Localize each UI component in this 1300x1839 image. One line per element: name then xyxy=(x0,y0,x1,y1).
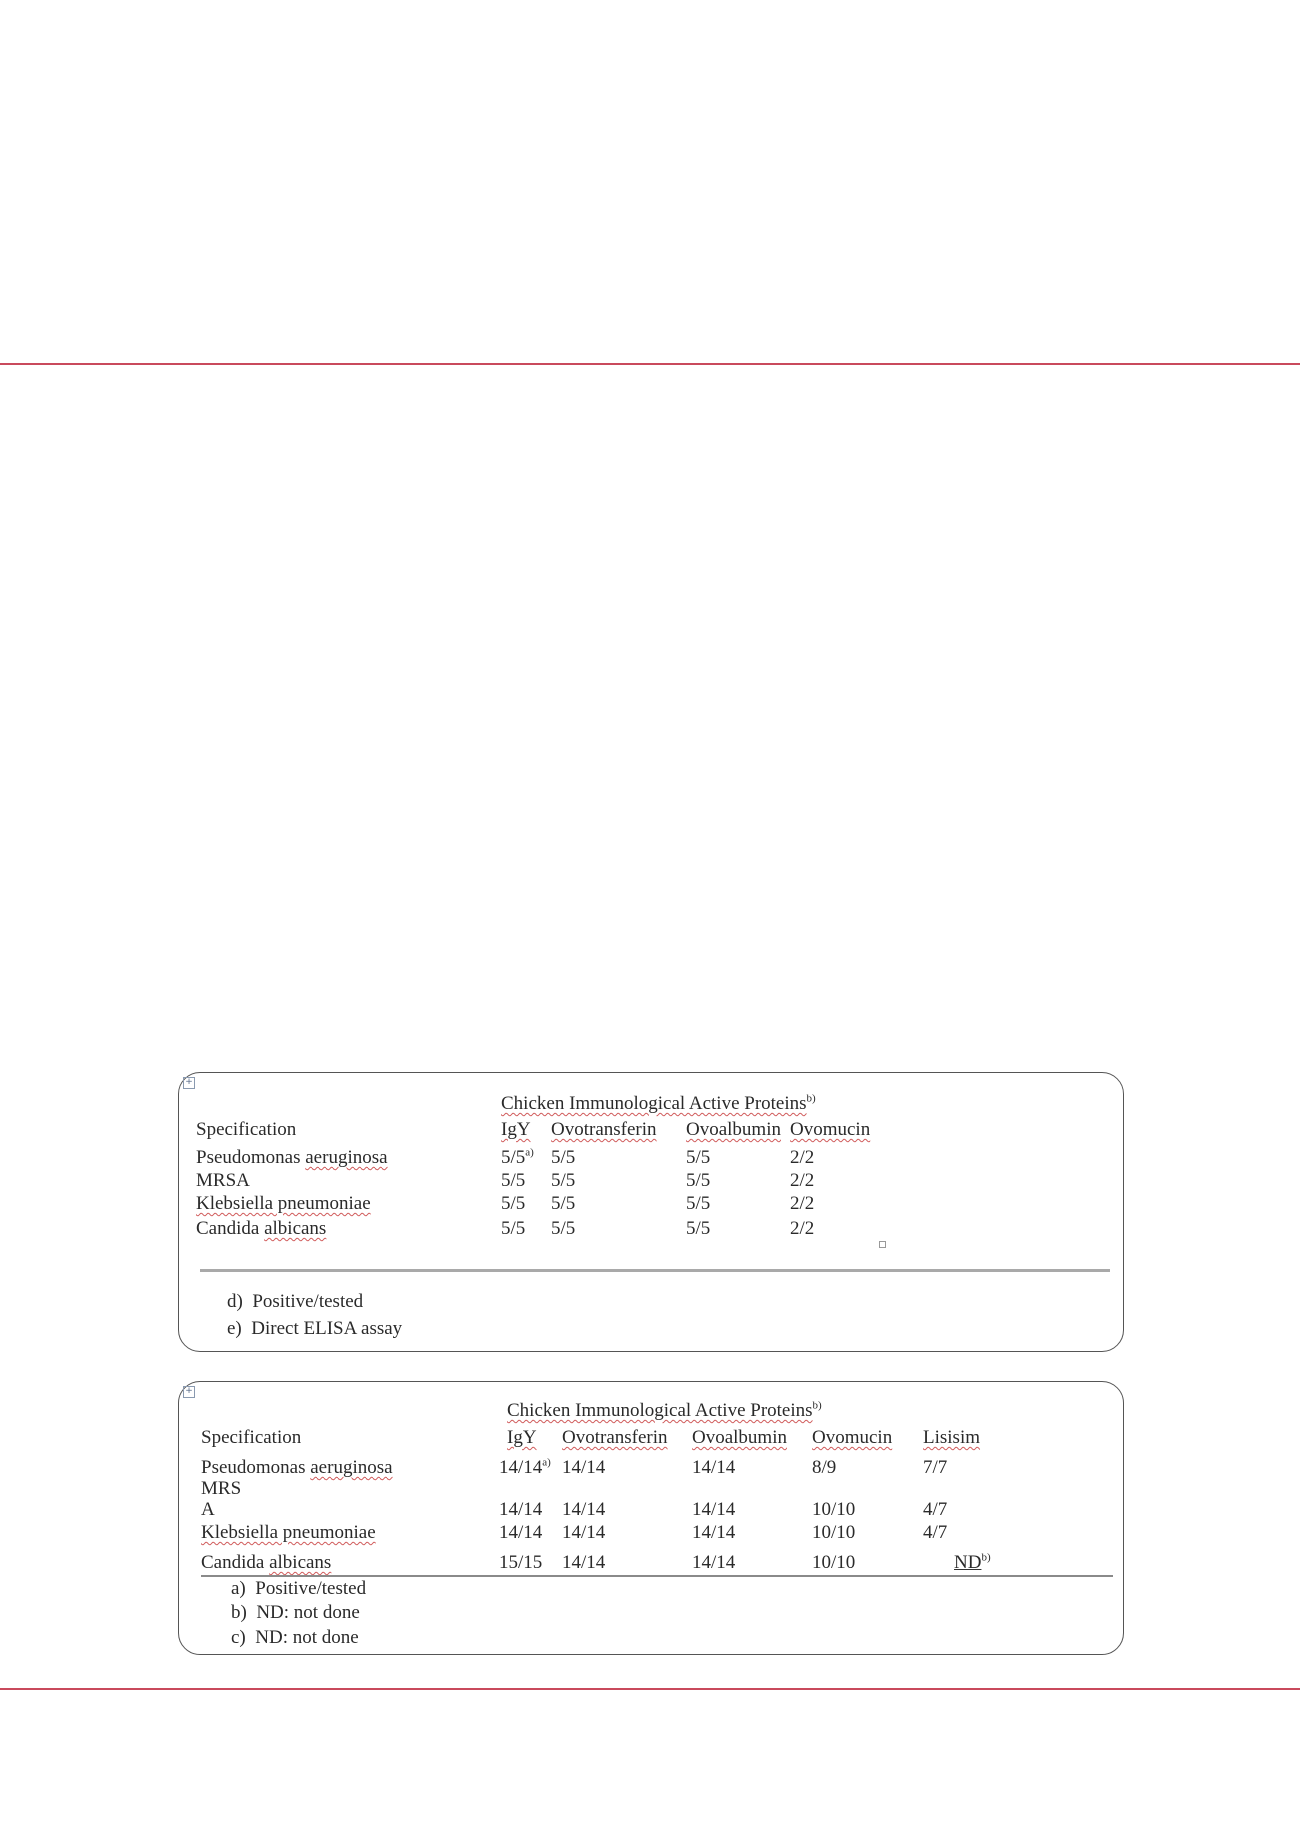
col-header-ovoalbumin: Ovoalbumin xyxy=(692,1427,787,1448)
cell: 14/14 xyxy=(562,1457,606,1478)
cell: 2/2 xyxy=(790,1193,815,1214)
spec-header: Specification xyxy=(201,1427,302,1448)
cell: 15/15 xyxy=(499,1552,543,1573)
table-bottom-rule xyxy=(201,1575,1113,1577)
col-header-ovoalbumin: Ovoalbumin xyxy=(686,1119,781,1140)
cell: 5/5 xyxy=(686,1193,711,1214)
table-card-2 xyxy=(178,1381,1124,1655)
footnote: b) ND: not done xyxy=(231,1602,360,1623)
cell: 5/5$^{a)}$ xyxy=(501,1146,534,1168)
footnote: d) Positive/tested xyxy=(227,1291,364,1312)
cell: 5/5 xyxy=(501,1170,526,1191)
group-header: Chicken Immunological Active Proteins$^{b)}$ xyxy=(507,1399,822,1421)
cell: 14/14 xyxy=(499,1522,543,1543)
cell: 2/2 xyxy=(790,1147,815,1168)
cell: 5/5 xyxy=(686,1170,711,1191)
spec-header: Specification xyxy=(196,1119,297,1140)
cell: 4/7 xyxy=(923,1522,948,1543)
cell: 10/10 xyxy=(812,1522,856,1543)
col-header-ovotransferin: Ovotransferin xyxy=(551,1119,657,1140)
cell: 5/5 xyxy=(551,1193,576,1214)
row-name: MRS xyxy=(201,1478,242,1499)
cell: 5/5 xyxy=(501,1193,526,1214)
cell: 14/14 xyxy=(692,1499,736,1520)
cell: 14/14 xyxy=(692,1457,736,1478)
footnote: e) Direct ELISA assay xyxy=(227,1318,403,1339)
cell: 10/10 xyxy=(812,1552,856,1573)
row-name: Klebsiella pneumoniae xyxy=(201,1522,376,1543)
table-anchor-icon[interactable]: + xyxy=(183,1386,195,1398)
col-header-igy: IgY xyxy=(507,1427,537,1448)
cell: 5/5 xyxy=(501,1218,526,1239)
bottom-divider-rule xyxy=(0,1688,1300,1690)
cell: 5/5 xyxy=(686,1147,711,1168)
cell: 14/14 xyxy=(562,1499,606,1520)
cell: 5/5 xyxy=(551,1147,576,1168)
col-header-ovomucin: Ovomucin xyxy=(790,1119,871,1140)
row-name: Candida albicans xyxy=(201,1552,332,1573)
cell: 7/7 xyxy=(923,1457,948,1478)
table-card-1 xyxy=(178,1072,1124,1352)
cell-end-marker xyxy=(879,1241,886,1248)
cell: 14/14$^{a)}$ xyxy=(499,1456,551,1478)
table-anchor-icon[interactable]: + xyxy=(183,1077,195,1089)
col-header-lisisim: Lisisim xyxy=(923,1427,981,1448)
row-name: A xyxy=(201,1499,215,1520)
col-header-igy: IgY xyxy=(501,1119,531,1140)
cell: ND$^{b)}$ xyxy=(954,1551,991,1573)
cell: 14/14 xyxy=(499,1499,543,1520)
table-bottom-rule xyxy=(200,1269,1110,1272)
col-header-ovomucin: Ovomucin xyxy=(812,1427,893,1448)
cell: 5/5 xyxy=(551,1218,576,1239)
footnote: c) ND: not done xyxy=(231,1627,359,1648)
cell: 5/5 xyxy=(551,1170,576,1191)
cell: 5/5 xyxy=(686,1218,711,1239)
row-name: Pseudomonas aeruginosa xyxy=(196,1147,388,1168)
row-name: Pseudomonas aeruginosa xyxy=(201,1457,393,1478)
group-header: Chicken Immunological Active Proteins$^{b)}$ xyxy=(501,1092,816,1114)
cell: 10/10 xyxy=(812,1499,856,1520)
cell: 2/2 xyxy=(790,1170,815,1191)
cell: 14/14 xyxy=(692,1552,736,1573)
row-name: Candida albicans xyxy=(196,1218,327,1239)
row-name: Klebsiella pneumoniae xyxy=(196,1193,371,1214)
cell: 14/14 xyxy=(562,1522,606,1543)
top-divider-rule xyxy=(0,363,1300,365)
cell: 2/2 xyxy=(790,1218,815,1239)
col-header-ovotransferin: Ovotransferin xyxy=(562,1427,668,1448)
cell: 14/14 xyxy=(692,1522,736,1543)
cell: 14/14 xyxy=(562,1552,606,1573)
cell: 8/9 xyxy=(812,1457,837,1478)
footnote: a) Positive/tested xyxy=(231,1578,367,1599)
row-name: MRSA xyxy=(196,1170,250,1191)
cell: 4/7 xyxy=(923,1499,948,1520)
